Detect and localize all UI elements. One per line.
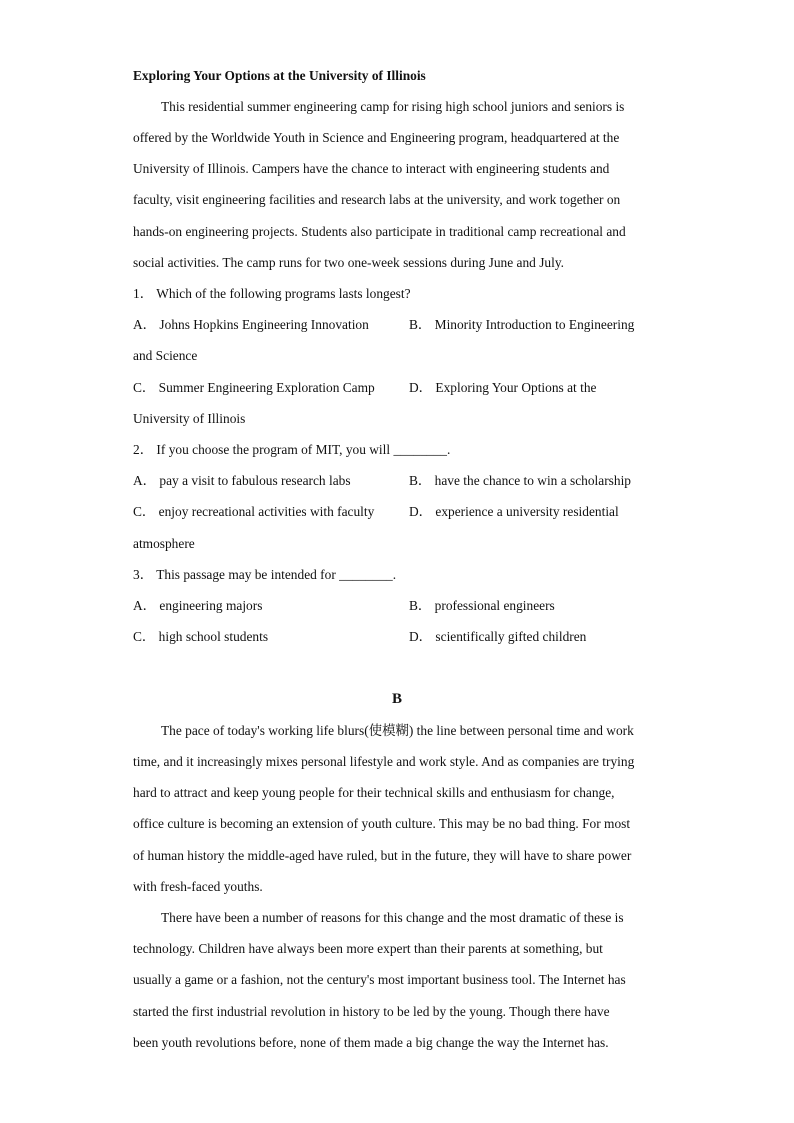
question-1-option-c: C． Summer Engineering Exploration Camp bbox=[133, 380, 375, 395]
passage-a-line: social activities. The camp runs for two one-week sessions during June and July. bbox=[133, 255, 565, 270]
section-b-heading: B bbox=[391, 691, 402, 707]
question-3-stem: 3． This passage may be intended for ________. bbox=[133, 567, 397, 582]
passage-b-line: There have been a number of reasons for this change and the most dramatic of these is bbox=[161, 910, 624, 925]
passage-b-line: with fresh-faced youths. bbox=[133, 879, 263, 894]
passage-b-line: office culture is becoming an extension of youth culture. This may be no bad thing. For most bbox=[133, 816, 631, 831]
passage-a-line: University of Illinois. Campers have the chance to interact with engineering students and bbox=[133, 161, 610, 176]
question-2-option-d-continued: atmosphere bbox=[133, 536, 195, 551]
question-3-option-b: B． professional engineers bbox=[409, 598, 555, 613]
question-3-option-d: D． scientifically gifted children bbox=[409, 629, 587, 644]
passage-a-line: hands-on engineering projects. Students also participate in traditional camp recreational and bbox=[133, 224, 626, 239]
question-2-option-d: D． experience a university residential bbox=[409, 504, 619, 519]
question-2-option-b: B． have the chance to win a scholarship bbox=[409, 473, 631, 488]
question-3-option-c: C． high school students bbox=[133, 629, 269, 644]
question-1-option-d-continued: University of Illinois bbox=[133, 411, 246, 426]
passage-b-line: The pace of today's working life blurs(使模糊) the line between personal time and work bbox=[161, 723, 634, 738]
passage-b-line: started the first industrial revolution in history to be led by the young. Though there have bbox=[133, 1004, 610, 1019]
question-3-option-a: A． engineering majors bbox=[133, 598, 263, 613]
question-2-stem: 2． If you choose the program of MIT, you will ________. bbox=[133, 442, 451, 457]
passage-a-line: offered by the Worldwide Youth in Science and Engineering program, headquartered at the bbox=[133, 130, 620, 145]
passage-b-line: hard to attract and keep young people for their technical skills and enthusiasm for change, bbox=[133, 785, 615, 800]
question-1-option-b: B． Minority Introduction to Engineering bbox=[409, 317, 635, 332]
question-1-option-a: A． Johns Hopkins Engineering Innovation bbox=[133, 317, 369, 332]
passage-a-line: faculty, visit engineering facilities and research labs at the university, and work together on bbox=[133, 192, 621, 207]
passage-a-line: This residential summer engineering camp for rising high school juniors and seniors is bbox=[161, 99, 625, 114]
passage-title: Exploring Your Options at the University of Illinois bbox=[133, 68, 426, 83]
question-1-option-b-continued: and Science bbox=[133, 348, 198, 363]
question-2-option-c: C． enjoy recreational activities with faculty bbox=[133, 504, 375, 519]
passage-b-line: been youth revolutions before, none of them made a big change the way the Internet has. bbox=[133, 1035, 609, 1050]
question-2-option-a: A． pay a visit to fabulous research labs bbox=[133, 473, 351, 488]
passage-b-line: usually a game or a fashion, not the century's most important business tool. The Internet has bbox=[133, 972, 626, 987]
passage-b-line: technology. Children have always been more expert than their parents at something, but bbox=[133, 941, 603, 956]
question-1-stem: 1． Which of the following programs lasts longest? bbox=[133, 286, 411, 301]
passage-b-line: of human history the middle-aged have ruled, but in the future, they will have to share power bbox=[133, 848, 632, 863]
question-1-option-d: D． Exploring Your Options at the bbox=[409, 380, 597, 395]
passage-b-line: time, and it increasingly mixes personal lifestyle and work style. And as companies are trying bbox=[133, 754, 635, 769]
